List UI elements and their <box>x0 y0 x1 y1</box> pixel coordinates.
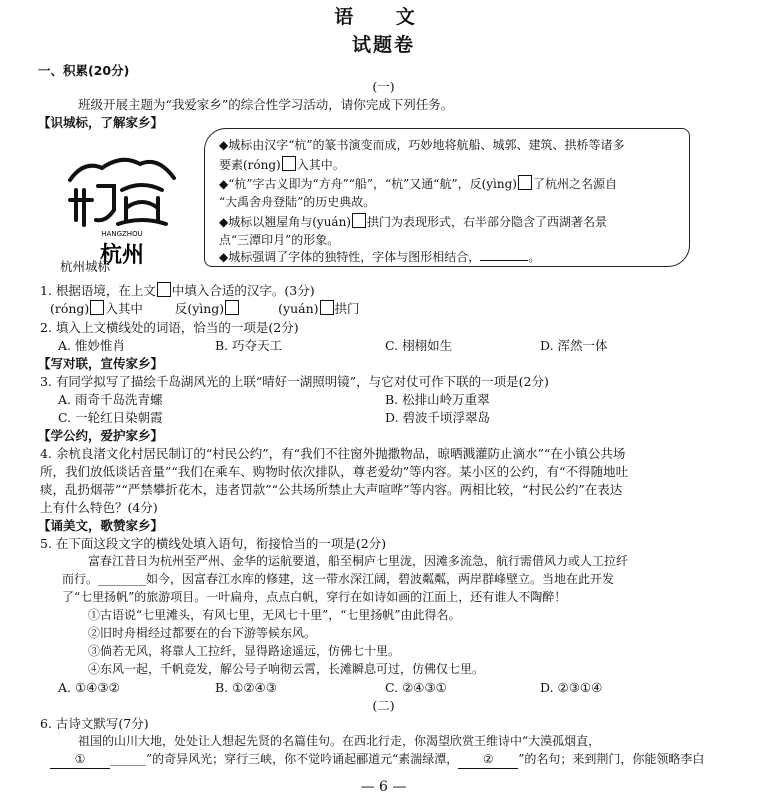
box-line-4: “大禹舍舟登陆”的历史典故。 <box>219 195 376 209</box>
q6-blank-1[interactable]: ① <box>50 751 110 769</box>
question-3: 3. 有同学拟写了描绘千岛湖风光的上联“晴好一湖照明镜”，与它对仗可作下联的一项是(2分) <box>40 374 549 389</box>
answer-box[interactable] <box>282 156 296 171</box>
q3-option-c[interactable]: C. 一轮红日染朝霞 <box>58 410 163 425</box>
page-subtitle: 试题卷 <box>351 34 415 56</box>
q5-option-a[interactable]: A. ①④③② <box>58 680 120 695</box>
logo-caption: 杭州城标 <box>60 259 111 274</box>
page-number: — 6 — <box>360 779 407 795</box>
box-line-2: 要素(róng) 入其中。 <box>219 158 345 172</box>
answer-blank[interactable] <box>480 260 528 261</box>
q3-option-d[interactable]: D. 碧波千顷浮翠岛 <box>385 410 491 425</box>
subheading-couplet: 【写对联，宣传家乡】 <box>38 356 164 371</box>
answer-box[interactable] <box>320 300 334 315</box>
q5-passage-line-2: 而行。________如今，因富春江水库的修建，这一带水深江阔，碧波粼粼，两岸群峰壁立。当地在此开发 <box>62 572 615 586</box>
q3-option-a[interactable]: A. 雨奇千岛洗青螺 <box>58 392 163 407</box>
part-label-2: (二) <box>372 698 395 713</box>
answer-box[interactable] <box>518 175 532 190</box>
q2-option-d[interactable]: D. 浑然一体 <box>540 338 608 353</box>
page-title: 语 文 <box>334 6 433 28</box>
question-4-line-4: 上有什么特色？(4分) <box>40 500 158 515</box>
subheading-logo: 【识城标，了解家乡】 <box>38 115 164 130</box>
section-heading: 一、积累(20分) <box>38 63 130 78</box>
answer-box[interactable] <box>225 300 239 315</box>
q5-option-d[interactable]: D. ②③①④ <box>540 680 603 695</box>
q5-item-3: ③倘若无风，将靠人工拉纤，显得路途遥远，仿佛七十里。 <box>88 644 401 658</box>
intro-text: 班级开展主题为“我爱家乡”的综合性学习活动，请你完成下列任务。 <box>78 97 454 112</box>
question-4-line-3: 痰，乱扔烟蒂”“严禁攀折花木，违者罚款”“公共场所禁止大声喧哗”等内容。两相比较，“村民公约”在表达 <box>40 482 623 497</box>
q6-line-2: ① ______”的奇异风光；穿行三峡，你不觉吟诵起郦道元“素湍绿潭， ② ”的名句；来到荆门，你能领略李白 <box>50 751 737 769</box>
question-6: 6. 古诗文默写(7分) <box>40 716 149 731</box>
question-4-line-1: 4. 余杭良渚文化村居民制订的“村民公约”，有“我们不往窗外抛撒物品，晾晒溅灌防止滴水”“在小镇公共场 <box>40 446 626 461</box>
q5-item-1: ①古语说“七里滩头，有风七里，无风七十里”，“七里扬帆”由此得名。 <box>88 608 461 622</box>
q6-line-1: 祖国的山川大地，处处让人想起先贤的名篇佳句。在西北行走，你渴望欣赏王维诗中“大漠孤烟直， <box>78 734 601 748</box>
box-line-7: ◆城标强调了字体的独特性，字体与图形相结合， 。 <box>219 250 541 264</box>
q5-passage-line-3: 了“七里扬帆”的旅游项目。一叶扁舟，点点白帆，穿行在如诗如画的江面上，还有谁人不陶醉！ <box>62 590 567 604</box>
q2-option-b[interactable]: B. 巧夺天工 <box>215 338 283 353</box>
question-1-blanks: (róng) 入其中 反(yìng) (yuán) 拱门 <box>50 301 360 316</box>
q6-blank-2[interactable]: ② <box>458 751 518 769</box>
q5-item-2: ②旧时舟楫经过都要在的台下游等候东风。 <box>88 626 317 640</box>
box-line-6: 点“三潭印月”的形象。 <box>219 233 340 247</box>
box-line-1: ◆城标由汉字“杭”的篆书演变而成，巧妙地将航船、城郭、建筑、拱桥等诸多 <box>219 138 625 152</box>
q2-option-a[interactable]: A. 惟妙惟肖 <box>58 338 125 353</box>
question-1: 1. 根据语境，在上文 中填入合适的汉字。(3分) <box>40 283 315 298</box>
question-5: 5. 在下面这段文字的横线处填入语句，衔接恰当的一项是(2分) <box>40 536 387 551</box>
q2-option-c[interactable]: C. 栩栩如生 <box>385 338 453 353</box>
q5-option-c[interactable]: C. ②④③① <box>385 680 447 695</box>
hangzhou-logo-icon <box>62 150 182 275</box>
answer-box[interactable] <box>352 213 366 228</box>
info-box <box>204 128 690 267</box>
answer-box[interactable] <box>90 300 104 315</box>
question-4-line-2: 所，我们放低谈话音量”“我们在乘车、购物时依次排队，尊老爱幼”等内容。某小区的公约，有“不得随地吐 <box>40 464 629 479</box>
box-line-5: ◆城标以翘屋角与(yuán) 拱门为表现形式，右半部分隐含了西湖著名景 <box>219 215 607 229</box>
logo-latin-text: HANGZHOU <box>101 230 143 238</box>
q5-item-4: ④东风一起，千帆竞发，解公号子响彻云霄，长滩瞬息可过，仿佛仅七里。 <box>88 662 485 676</box>
question-2: 2. 填入上文横线处的词语，恰当的一项是(2分) <box>40 320 299 335</box>
subheading-recite: 【诵美文，歌赞家乡】 <box>38 518 164 533</box>
q5-option-b[interactable]: B. ①②④③ <box>215 680 277 695</box>
subheading-convention: 【学公约，爱护家乡】 <box>38 428 164 443</box>
logo-name-text: 杭州 <box>99 243 145 268</box>
box-line-3: ◆“杭”字古义即为“方舟”“船”，“杭”又通“航”，反(yìng) 了杭州之名源自 <box>219 177 617 191</box>
q3-option-b[interactable]: B. 松排山岭万重翠 <box>385 392 490 407</box>
q5-passage-line-1: 富春江昔日为杭州至严州、金华的运航要道，船至桐庐七里泷，因滩多流急，航行需借风力或人工拉纤 <box>88 554 629 568</box>
part-label: (一) <box>372 79 395 94</box>
